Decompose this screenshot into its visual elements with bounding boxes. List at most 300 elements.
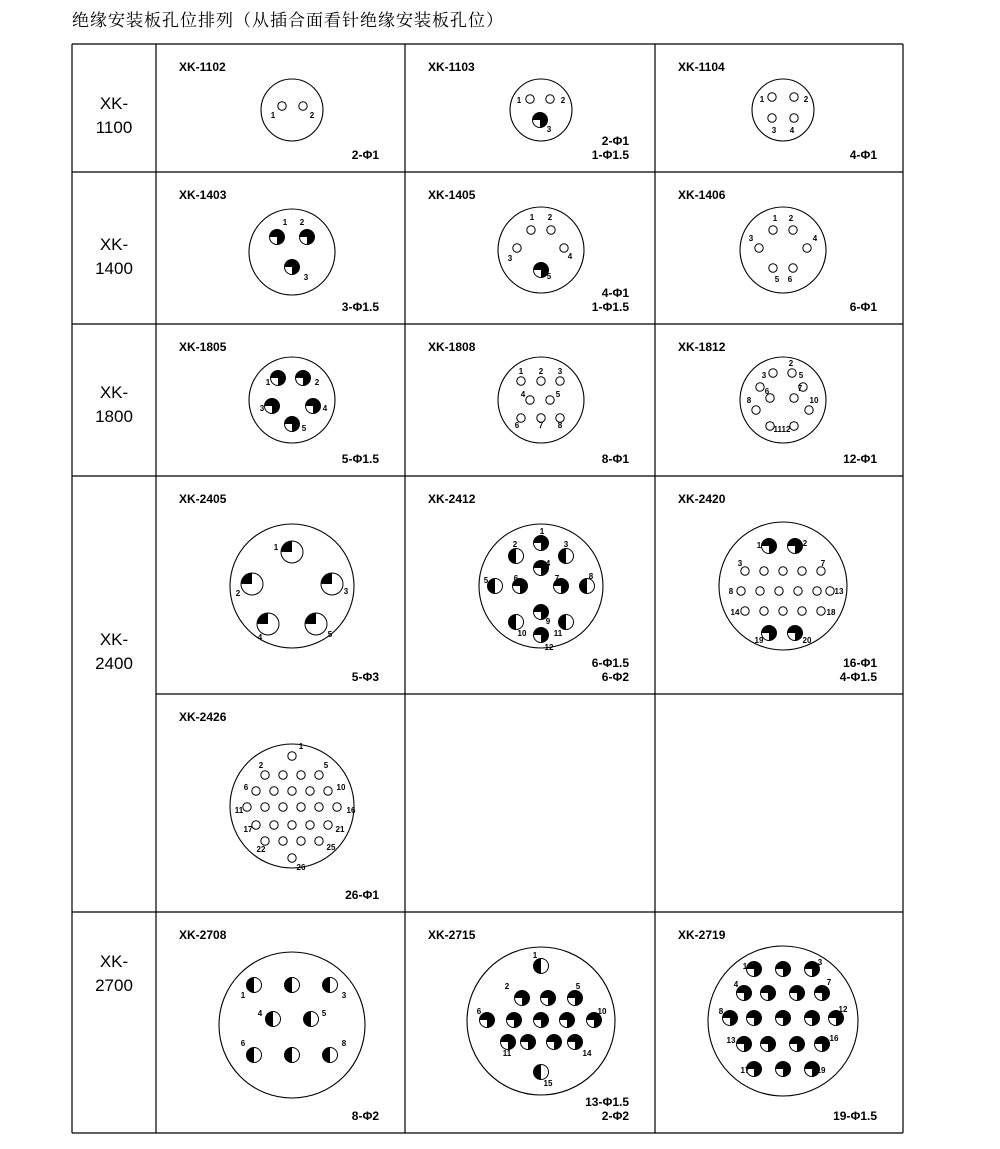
pin-hole xyxy=(304,1012,319,1027)
pin-hole xyxy=(568,991,583,1006)
pin-hole xyxy=(779,607,787,615)
pin-label: 4 xyxy=(545,559,551,568)
face-xk-1406 xyxy=(740,207,826,293)
pin-hole xyxy=(324,787,332,795)
pin-hole xyxy=(776,1062,791,1077)
model-name: XK-1808 xyxy=(428,340,476,354)
hole-spec-line: 5-Φ3 xyxy=(351,670,379,684)
pin-label: 17 xyxy=(243,825,253,834)
pin-hole xyxy=(278,102,286,110)
hole-spec xyxy=(840,656,877,684)
pin-label: 2 xyxy=(299,218,305,227)
pin-hole xyxy=(315,803,323,811)
series-label-line: XK- xyxy=(99,952,129,971)
pin-label: 7 xyxy=(538,421,544,430)
series-label-line: 2400 xyxy=(95,654,133,673)
hole-spec-line: 3-Φ1.5 xyxy=(341,300,379,314)
pin-label: 4 xyxy=(789,126,795,135)
pin-hole xyxy=(285,260,300,275)
hole-spec xyxy=(592,656,629,684)
pin-hole xyxy=(270,230,285,245)
pin-label: 11 xyxy=(553,629,563,638)
pin-hole xyxy=(737,587,745,595)
pin-label: 16 xyxy=(346,806,356,815)
pin-hole xyxy=(324,821,332,829)
hole-spec-line: 1-Φ1.5 xyxy=(591,300,629,314)
series-label-line: XK- xyxy=(99,383,129,402)
pin-hole xyxy=(526,95,534,103)
pin-hole xyxy=(747,962,762,977)
pin-label: 12 xyxy=(838,1005,848,1014)
pin-label: 2 xyxy=(258,761,264,770)
pin-hole xyxy=(306,821,314,829)
hole-spec-line: 6-Φ1.5 xyxy=(591,656,629,670)
pin-hole xyxy=(480,1013,495,1028)
pin-hole xyxy=(285,417,300,432)
pin-hole xyxy=(541,991,556,1006)
pin-label: 6 xyxy=(513,574,519,583)
pin-hole xyxy=(297,837,305,845)
pin-hole xyxy=(760,567,768,575)
pin-hole xyxy=(279,803,287,811)
pin-hole xyxy=(817,567,825,575)
model-name: XK-1805 xyxy=(179,340,227,354)
pin-hole xyxy=(306,399,321,414)
pin-label: 8 xyxy=(588,572,594,581)
face-xk-2719 xyxy=(708,946,858,1096)
pin-label: 1 xyxy=(240,991,246,1000)
pin-hole xyxy=(779,567,787,575)
pin-label: 1 xyxy=(759,95,765,104)
pin-label: 22 xyxy=(256,845,266,854)
pin-hole xyxy=(788,539,803,554)
hole-spec-line: 12-Φ1 xyxy=(843,452,877,466)
hole-spec xyxy=(843,452,877,466)
pin-label: 1 xyxy=(529,213,535,222)
hole-spec-line: 2-Φ2 xyxy=(601,1109,629,1123)
pin-hole xyxy=(323,978,338,993)
pin-label: 2 xyxy=(309,111,315,120)
hole-spec xyxy=(850,148,877,162)
pin-label: 3 xyxy=(507,254,513,263)
pin-hole xyxy=(741,567,749,575)
pin-hole xyxy=(247,1048,262,1063)
hole-spec-line: 26-Φ1 xyxy=(345,888,379,902)
model-name: XK-1405 xyxy=(428,188,476,202)
pin-hole xyxy=(306,787,314,795)
pin-hole xyxy=(790,93,798,101)
pin-hole xyxy=(798,607,806,615)
pin-label: 1 xyxy=(518,367,524,376)
hole-spec-line: 19-Φ1.5 xyxy=(833,1109,877,1123)
pin-hole xyxy=(515,991,530,1006)
insert-outline xyxy=(752,79,814,141)
pin-label: 10 xyxy=(597,1007,607,1016)
pin-hole xyxy=(534,1013,549,1028)
pin-label: 2 xyxy=(538,367,544,376)
hole-spec-line: 1-Φ1.5 xyxy=(591,148,629,162)
pin-hole xyxy=(769,226,777,234)
pin-hole xyxy=(790,986,805,1001)
face-xk-1102 xyxy=(261,79,323,141)
pin-label: 3 xyxy=(303,273,309,282)
hole-spec-line: 4-Φ1.5 xyxy=(839,670,877,684)
model-name: XK-2426 xyxy=(179,710,227,724)
pin-hole xyxy=(756,587,764,595)
pin-hole xyxy=(568,1035,583,1050)
pin-hole xyxy=(270,821,278,829)
pin-hole xyxy=(288,854,296,862)
pin-hole xyxy=(296,371,311,386)
pin-hole xyxy=(517,377,525,385)
pin-hole xyxy=(547,226,555,234)
series-label xyxy=(72,381,156,429)
face-xk-1808 xyxy=(498,357,584,443)
pin-hole xyxy=(547,1035,562,1050)
face-xk-1104 xyxy=(752,79,814,141)
pin-label: 2 xyxy=(235,589,241,598)
pin-label: 19 xyxy=(754,636,764,645)
series-label xyxy=(72,233,156,281)
face-xk-2708 xyxy=(219,952,365,1098)
pin-hole xyxy=(261,837,269,845)
pin-hole xyxy=(560,1013,575,1028)
pin-hole xyxy=(559,615,574,630)
pin-label: 2 xyxy=(504,982,510,991)
pin-label: 7 xyxy=(797,384,803,393)
pin-hole xyxy=(769,369,777,377)
pin-label: 1 xyxy=(742,962,748,971)
pin-label: 3 xyxy=(748,234,754,243)
pin-hole xyxy=(507,1013,522,1028)
hole-spec xyxy=(602,452,629,466)
pin-hole xyxy=(252,787,260,795)
pin-hole xyxy=(257,613,279,635)
pin-hole xyxy=(261,771,269,779)
pin-hole xyxy=(265,399,280,414)
pin-hole xyxy=(281,541,303,563)
pin-hole xyxy=(789,226,797,234)
pin-hole xyxy=(559,549,574,564)
face-xk-1403 xyxy=(249,209,335,295)
pin-label: 2 xyxy=(803,95,809,104)
face-xk-2405 xyxy=(230,524,354,648)
pin-label: 1 xyxy=(265,378,271,387)
pin-label: 5 xyxy=(555,390,561,399)
hole-spec xyxy=(850,300,877,314)
pin-hole xyxy=(333,803,341,811)
page-title: 绝缘安装板孔位排列（从插合面看针绝缘安装板孔位） xyxy=(72,11,504,31)
pin-hole xyxy=(534,1065,549,1080)
pin-label: 11 xyxy=(502,1049,512,1058)
pin-hole xyxy=(803,244,811,252)
pin-hole xyxy=(501,1035,516,1050)
series-label-line: 2700 xyxy=(95,976,133,995)
series-label xyxy=(72,628,156,676)
hole-spec xyxy=(592,286,629,314)
model-name: XK-2719 xyxy=(678,928,726,942)
pin-label: 12 xyxy=(544,643,554,652)
pin-label: 1 xyxy=(516,96,522,105)
pin-label: 7 xyxy=(820,559,826,568)
pin-hole xyxy=(737,1037,752,1052)
pin-hole xyxy=(527,226,535,234)
pin-hole xyxy=(805,406,813,414)
pin-label: 14 xyxy=(730,608,740,617)
face-xk-2420 xyxy=(719,522,847,650)
pin-hole xyxy=(776,962,791,977)
hole-spec-line: 8-Φ1 xyxy=(601,452,629,466)
pin-label: 2 xyxy=(547,213,553,222)
pin-label: 4 xyxy=(812,234,818,243)
pin-hole xyxy=(315,837,323,845)
pin-label: 6 xyxy=(764,387,770,396)
pin-hole xyxy=(288,752,296,760)
pin-hole xyxy=(526,396,534,404)
pin-hole xyxy=(723,1011,738,1026)
model-name: XK-1406 xyxy=(678,188,726,202)
series-label xyxy=(72,950,156,998)
model-name: XK-2405 xyxy=(179,492,227,506)
pin-hole xyxy=(285,978,300,993)
pin-hole xyxy=(755,244,763,252)
pin-label: 2 xyxy=(512,540,518,549)
pin-label: 3 xyxy=(737,559,743,568)
pin-label: 1 xyxy=(273,543,279,552)
pin-label: 4 xyxy=(567,252,573,261)
pin-hole xyxy=(747,1011,762,1026)
pin-hole xyxy=(279,771,287,779)
face-xk-2412 xyxy=(479,524,603,652)
pin-hole xyxy=(546,95,554,103)
pin-hole xyxy=(556,377,564,385)
hole-spec xyxy=(833,1109,877,1123)
pin-label: 2 xyxy=(314,378,320,387)
pin-hole xyxy=(288,821,296,829)
model-name: XK-1812 xyxy=(678,340,726,354)
pin-hole xyxy=(741,607,749,615)
pin-label: 17 xyxy=(740,1066,750,1075)
pin-label: 4 xyxy=(520,390,526,399)
pin-label: 13 xyxy=(834,587,844,596)
face-xk-1805 xyxy=(249,357,335,443)
pin-label: 10 xyxy=(517,629,527,638)
pin-hole xyxy=(790,1037,805,1052)
pin-hole xyxy=(794,587,802,595)
pin-label: 4 xyxy=(733,980,739,989)
pin-label: 6 xyxy=(514,421,520,430)
pin-hole xyxy=(788,369,796,377)
pin-hole xyxy=(760,607,768,615)
pin-label: 4 xyxy=(257,1009,263,1018)
pin-hole xyxy=(271,371,286,386)
series-label xyxy=(72,92,156,140)
pin-label: 26 xyxy=(296,863,306,872)
pin-label: 18 xyxy=(826,608,836,617)
pin-label: 3 xyxy=(563,540,569,549)
pin-label: 10 xyxy=(336,783,346,792)
series-label-line: 1800 xyxy=(95,407,133,426)
pin-hole xyxy=(315,771,323,779)
hole-spec-line: 4-Φ1 xyxy=(601,286,629,300)
hole-spec-line: 6-Φ2 xyxy=(601,670,629,684)
pin-hole xyxy=(805,1011,820,1026)
pin-label: 14 xyxy=(582,1049,592,1058)
pin-label: 6 xyxy=(476,1007,482,1016)
pin-hole xyxy=(305,613,327,635)
pin-label: 4 xyxy=(322,404,328,413)
pin-label: 2 xyxy=(788,359,794,368)
pin-label: 1 xyxy=(539,527,545,536)
pin-hole xyxy=(252,821,260,829)
model-name: XK-2708 xyxy=(179,928,227,942)
pin-hole xyxy=(815,986,830,1001)
pin-label: 1 xyxy=(270,111,276,120)
hole-spec-line: 4-Φ1 xyxy=(849,148,877,162)
pin-hole xyxy=(279,837,287,845)
pin-label: 1 xyxy=(282,218,288,227)
pin-label: 5 xyxy=(774,275,780,284)
pin-hole xyxy=(521,1035,536,1050)
pin-label: 2 xyxy=(802,539,808,548)
pin-label: 9 xyxy=(545,617,551,626)
pin-label: 15 xyxy=(543,1079,553,1088)
face-xk-1812 xyxy=(740,357,826,443)
pin-hole xyxy=(813,587,821,595)
pin-hole xyxy=(285,1048,300,1063)
pin-label: 8 xyxy=(341,1039,347,1048)
pin-hole xyxy=(537,377,545,385)
pin-hole xyxy=(261,803,269,811)
pin-label: 5 xyxy=(301,424,307,433)
pin-hole xyxy=(300,230,315,245)
model-name: XK-2420 xyxy=(678,492,726,506)
pin-hole xyxy=(299,102,307,110)
pin-hole xyxy=(534,536,549,551)
pin-label: 1 xyxy=(772,214,778,223)
series-label-line: 1100 xyxy=(95,118,133,137)
pin-label: 21 xyxy=(335,825,345,834)
pin-hole xyxy=(790,422,798,430)
pin-hole xyxy=(756,383,764,391)
pin-hole xyxy=(798,567,806,575)
hole-spec-line: 5-Φ1.5 xyxy=(341,452,379,466)
pin-label: 5 xyxy=(327,630,333,639)
model-name: XK-1403 xyxy=(179,188,227,202)
pin-label: 13 xyxy=(726,1036,736,1045)
pin-label: 7 xyxy=(826,978,832,987)
pin-hole xyxy=(560,244,568,252)
series-label-line: 1400 xyxy=(95,259,133,278)
pin-hole xyxy=(752,406,760,414)
model-name: XK-1104 xyxy=(678,60,725,74)
pin-label: 6 xyxy=(243,783,249,792)
model-name: XK-1102 xyxy=(179,60,226,74)
pin-label: 6 xyxy=(787,275,793,284)
series-label-line: XK- xyxy=(99,630,129,649)
pin-hole xyxy=(775,587,783,595)
pin-label: 25 xyxy=(326,843,336,852)
pin-label: 3 xyxy=(817,958,823,967)
series-label-line: XK- xyxy=(99,235,129,254)
model-name: XK-2412 xyxy=(428,492,476,506)
pin-hole xyxy=(815,1037,830,1052)
insert-outline xyxy=(498,207,584,293)
pin-label: 1112 xyxy=(773,425,791,434)
hole-spec xyxy=(345,888,379,902)
insert-outline xyxy=(249,209,335,295)
pin-hole xyxy=(241,573,263,595)
pin-hole xyxy=(513,244,521,252)
pin-label: 2 xyxy=(560,96,566,105)
pin-label: 10 xyxy=(809,396,819,405)
pin-label: 8 xyxy=(728,587,734,596)
insert-outline xyxy=(219,952,365,1098)
pin-label: 3 xyxy=(557,367,563,376)
pin-hole xyxy=(790,394,798,402)
hole-spec-line: 16-Φ1 xyxy=(843,656,877,670)
pin-hole xyxy=(788,626,803,641)
pin-hole xyxy=(321,573,343,595)
pin-hole xyxy=(762,626,777,641)
pin-label: 1 xyxy=(532,951,538,960)
pin-label: 1 xyxy=(756,541,762,550)
pin-hole xyxy=(761,1037,776,1052)
pin-label: 7 xyxy=(554,574,560,583)
pin-hole xyxy=(270,787,278,795)
series-label-line: XK- xyxy=(99,94,129,113)
pin-hole xyxy=(488,579,503,594)
pin-hole xyxy=(789,264,797,272)
pin-label: 8 xyxy=(746,396,752,405)
pin-hole xyxy=(323,1048,338,1063)
pin-hole xyxy=(761,986,776,1001)
pin-label: 5 xyxy=(483,576,489,585)
pin-hole xyxy=(768,114,776,122)
pin-hole xyxy=(509,549,524,564)
face-xk-2715 xyxy=(467,947,615,1095)
pin-hole xyxy=(297,771,305,779)
insert-outline xyxy=(719,522,847,650)
pin-hole xyxy=(826,587,834,595)
pin-label: 3 xyxy=(341,991,347,1000)
hole-spec xyxy=(585,1095,629,1123)
pin-label: 5 xyxy=(321,1009,327,1018)
pin-hole xyxy=(534,628,549,643)
pin-label: 5 xyxy=(546,272,552,281)
pin-hole xyxy=(776,1011,791,1026)
pin-hole xyxy=(817,607,825,615)
pin-label: 11 xyxy=(234,806,244,815)
hole-spec-line: 2-Φ1 xyxy=(351,148,379,162)
insert-outline xyxy=(510,79,572,141)
pin-hole xyxy=(297,803,305,811)
pin-hole xyxy=(790,114,798,122)
pin-hole xyxy=(534,959,549,974)
pin-hole xyxy=(533,113,548,128)
hole-spec-line: 8-Φ2 xyxy=(351,1109,379,1123)
pin-label: 5 xyxy=(323,761,329,770)
pin-label: 3 xyxy=(343,587,349,596)
pin-hole xyxy=(288,787,296,795)
hole-spec xyxy=(342,300,379,314)
pin-hole xyxy=(768,93,776,101)
pin-label: 3 xyxy=(546,125,552,134)
insert-outline xyxy=(740,207,826,293)
hole-spec xyxy=(592,134,629,162)
pin-hole xyxy=(769,264,777,272)
pin-label: 6 xyxy=(240,1039,246,1048)
